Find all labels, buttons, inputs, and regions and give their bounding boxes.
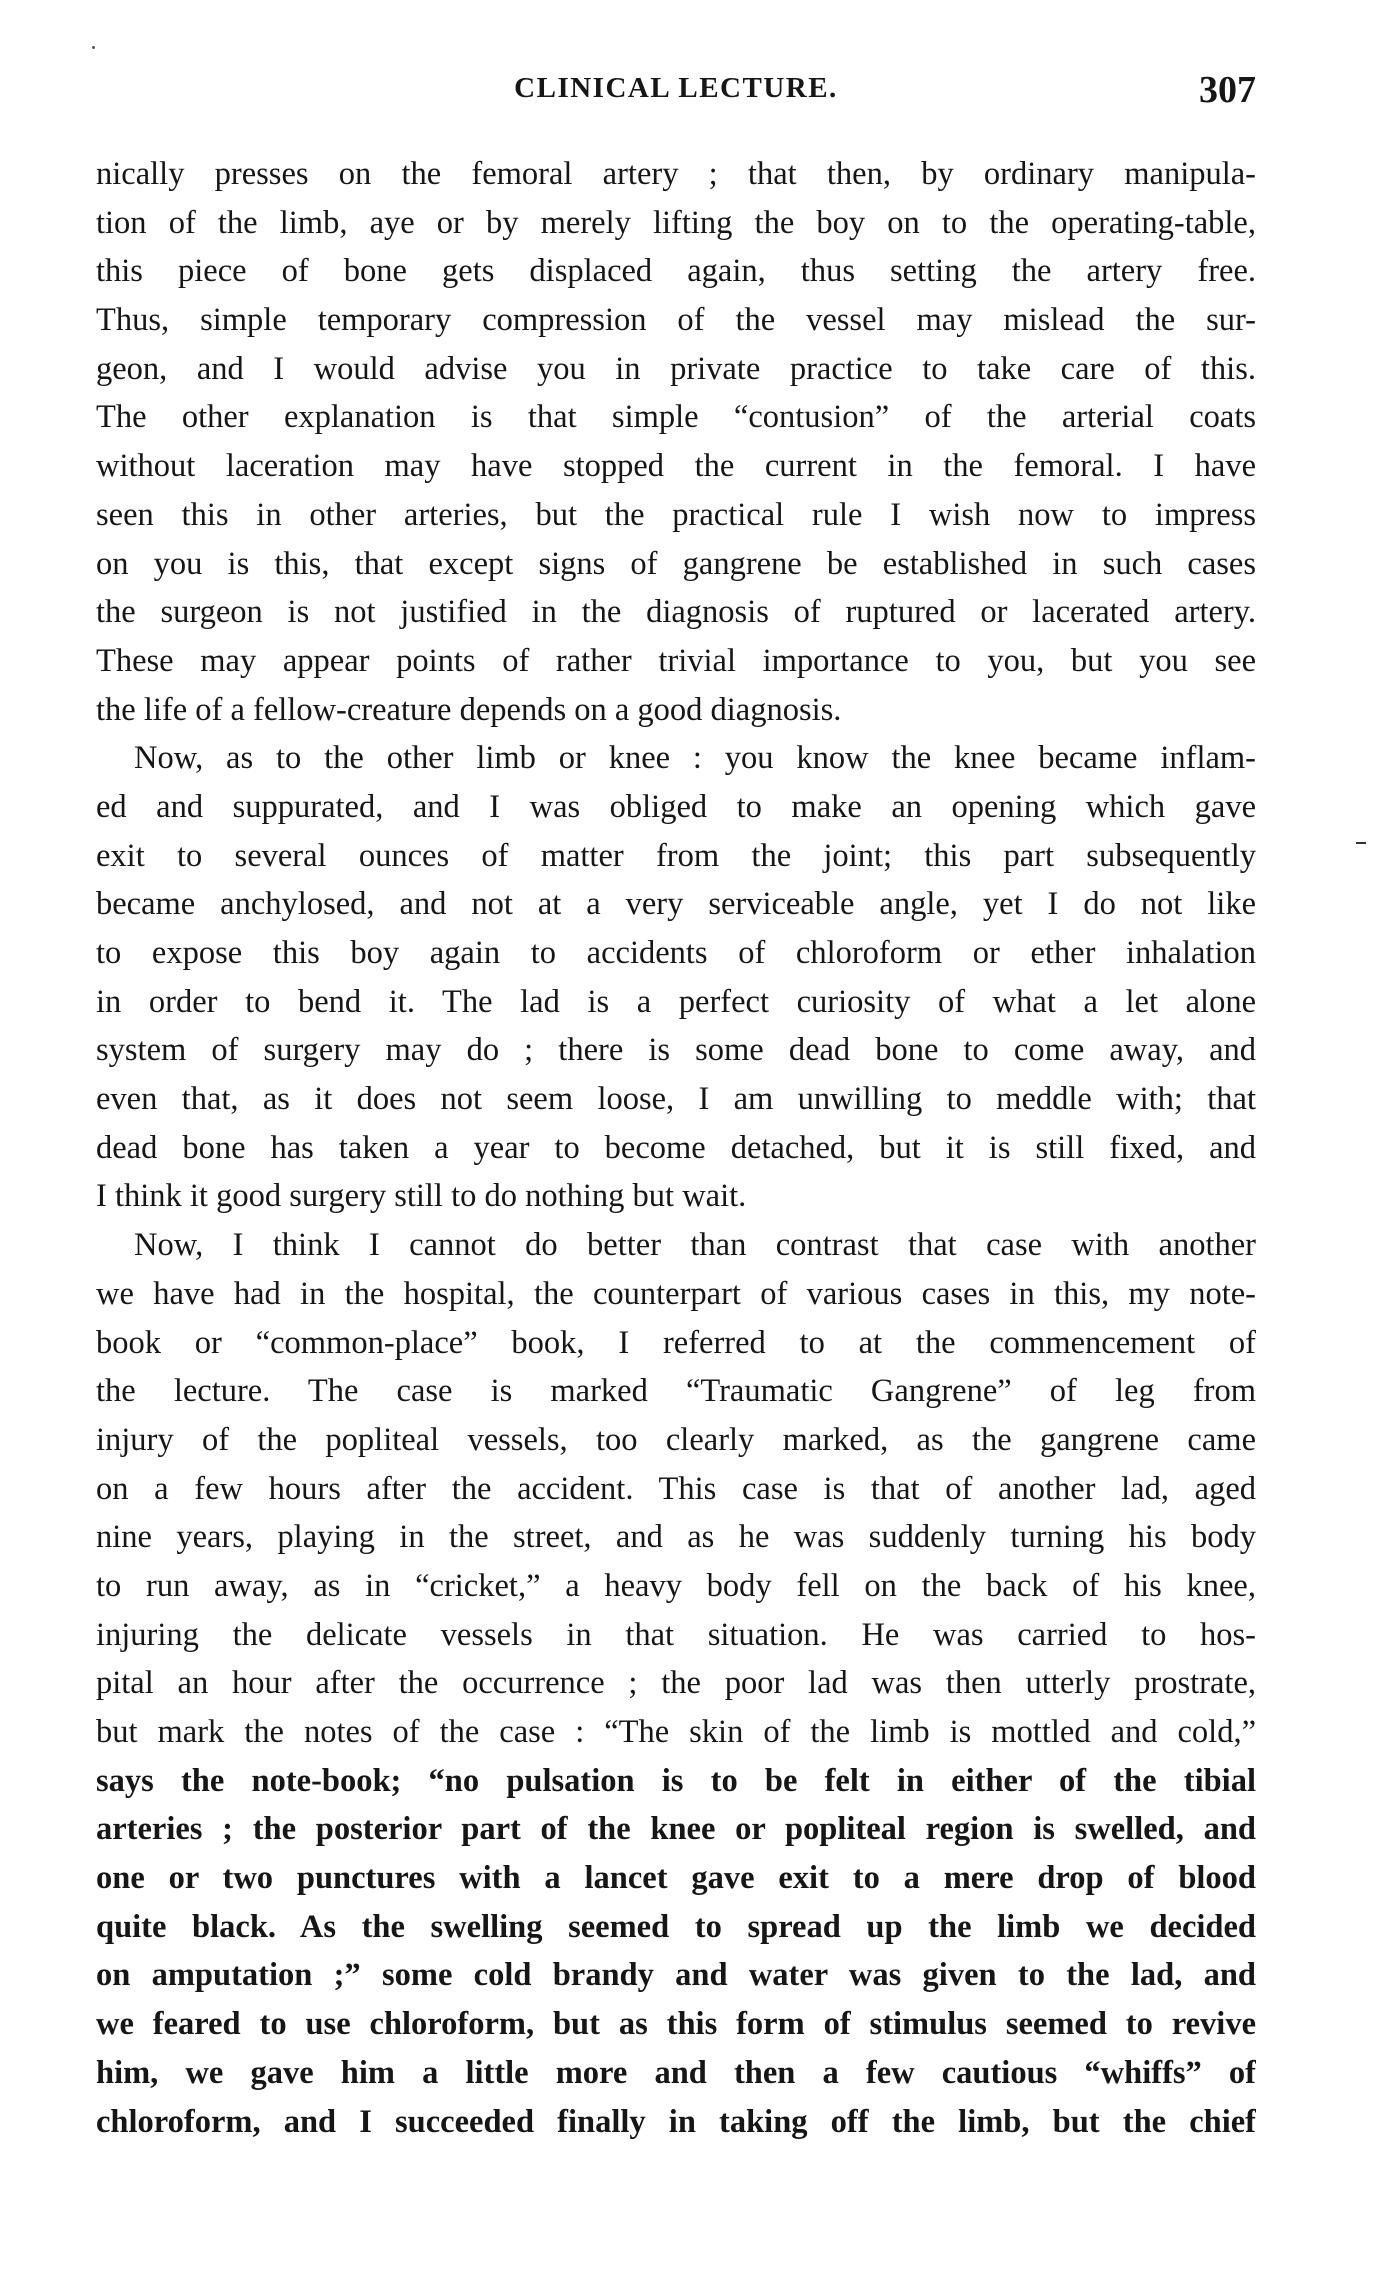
- text-line: to expose this boy again to accidents of chloroform or ether inhalation: [96, 935, 1256, 971]
- text-line: arteries ; the posterior part of the knee or popliteal region is swelled, and: [96, 1811, 1256, 1848]
- text-line: pital an hour after the occurrence ; the poor lad was then utterly prostrate,: [96, 1665, 1256, 1702]
- text-line: to run away, as in “cricket,” a heavy body fell on the back of his knee,: [96, 1567, 1256, 1604]
- text-line: system of surgery may do ; there is some dead bone to come away, and: [96, 1032, 1256, 1069]
- text-line: dead bone has taken a year to become detached, but it is still fixed, and: [96, 1129, 1256, 1166]
- text-line: in order to bend it. The lad is a perfect curiosity of what a let alone: [96, 983, 1256, 1020]
- text-line: Now, as to the other limb or knee : you know the knee became inflam-: [134, 740, 1256, 777]
- text-line: tion of the limb, aye or by merely lifting the boy on to the operating-table,: [96, 204, 1256, 241]
- text-line: Thus, simple temporary compression of the vessel may mislead the sur-: [96, 302, 1256, 339]
- text-line: geon, and I would advise you in private practice to take care of this.: [96, 350, 1256, 387]
- text-line: but mark the notes of the case : “The skin of the limb is mottled and cold,”: [96, 1714, 1256, 1750]
- text-line: on you is this, that except signs of gangrene be established in such cases: [96, 545, 1256, 582]
- text-line: we feared to use chloroform, but as this form of stimulus seemed to revive: [96, 2006, 1256, 2043]
- text-line: the life of a fellow-creature depends on a good diagnosis.: [96, 691, 842, 728]
- text-line: this piece of bone gets displaced again, thus setting the artery free.: [96, 253, 1256, 290]
- running-title: CLINICAL LECTURE.: [514, 72, 838, 104]
- margin-mark: [1356, 842, 1366, 844]
- running-head: [96, 68, 1256, 116]
- text-line: Now, I think I cannot do better than contrast that case with another: [134, 1227, 1256, 1264]
- text-line: on a few hours after the accident. This case is that of another lad, aged: [96, 1470, 1256, 1507]
- text-line: even that, as it does not seem loose, I am unwilling to meddle with; that: [96, 1081, 1256, 1118]
- text-line: one or two punctures with a lancet gave exit to a mere drop of blood: [96, 1860, 1256, 1897]
- text-line: ed and suppurated, and I was obliged to make an opening which gave: [96, 788, 1256, 825]
- text-line: I think it good surgery still to do nothing but wait.: [96, 1178, 747, 1215]
- body-text: [96, 150, 1256, 2146]
- text-line: on amputation ;” some cold brandy and water was given to the lad, and: [96, 1957, 1256, 1994]
- text-line: seen this in other arteries, but the practical rule I wish now to impress: [96, 496, 1256, 533]
- text-line: exit to several ounces of matter from the joint; this part subsequently: [96, 837, 1256, 874]
- text-line: we have had in the hospital, the counterpart of various cases in this, my note-: [96, 1275, 1256, 1312]
- text-line: the lecture. The case is marked “Traumatic Gangrene” of leg from: [96, 1373, 1256, 1410]
- text-line: injury of the popliteal vessels, too clearly marked, as the gangrene came: [96, 1421, 1256, 1458]
- text-line: him, we gave him a little more and then a few cautious “whiffs” of: [96, 2054, 1256, 2091]
- text-line: book or “common-place” book, I referred to at the commencement of: [96, 1324, 1256, 1361]
- page-number: 307: [1199, 69, 1256, 111]
- text-line: says the note-book; “no pulsation is to be felt in either of the tibial: [96, 1762, 1256, 1799]
- text-line: quite black. As the swelling seemed to spread up the limb we decided: [96, 1908, 1256, 1945]
- text-line: became anchylosed, and not at a very serviceable angle, yet I do not like: [96, 886, 1256, 923]
- text-line: The other explanation is that simple “contusion” of the arterial coats: [96, 399, 1256, 436]
- text-line: injuring the delicate vessels in that situation. He was carried to hos-: [96, 1616, 1256, 1653]
- print-speck: [92, 46, 95, 49]
- text-line: These may appear points of rather trivial importance to you, but you see: [96, 642, 1256, 679]
- text-line: without laceration may have stopped the current in the femoral. I have: [96, 448, 1256, 485]
- text-line: chloroform, and I succeeded finally in taking off the limb, but the chief: [96, 2103, 1256, 2140]
- text-line: the surgeon is not justified in the diagnosis of ruptured or lacerated artery.: [96, 594, 1256, 631]
- text-line: nine years, playing in the street, and as he was suddenly turning his body: [96, 1519, 1256, 1556]
- text-line: nically presses on the femoral artery ; that then, by ordinary manipula-: [96, 156, 1256, 192]
